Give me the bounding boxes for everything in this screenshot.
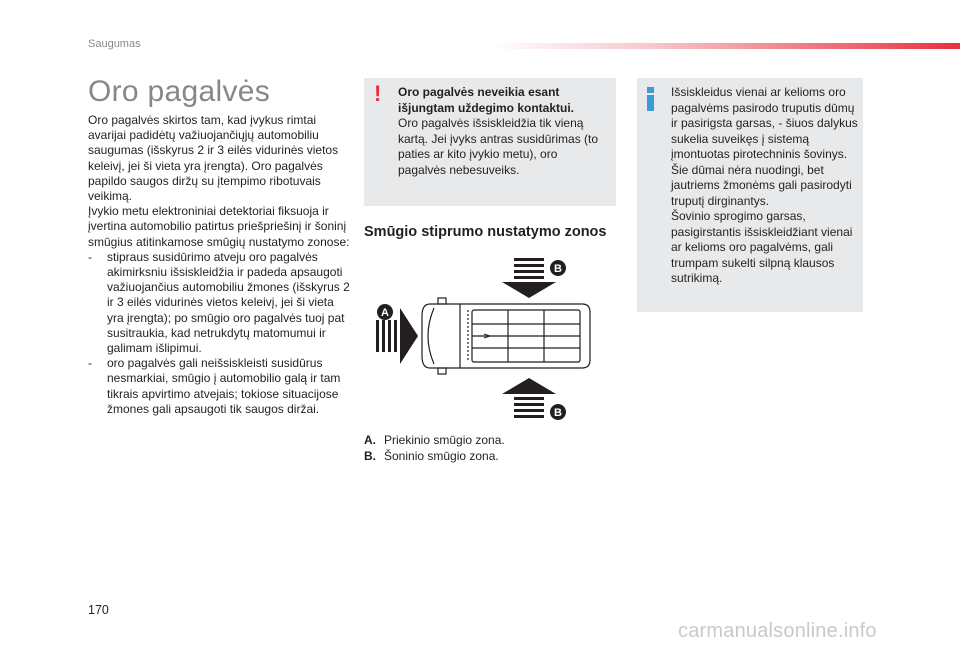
bullet-text: oro pagalvės gali neišsiskleisti susidūrus nesmarkiai, smūgio į automobilio galą ir tam tikrais apvirtimo atvejais; tokiose situacijose žmones gali apsaugoti tik saugos diržai. (107, 356, 341, 416)
warning-text (398, 85, 608, 178)
intro-paragraph-1: Oro pagalvės skirtos tam, kad įvykus rimtai avarijai padidėtų važiuojančiųjų automobiliu saugumas (išskyrus 2 ir 3 eilės vidurinės vietos keleivį, jei ši vieta yra įrengta). Oro pagalvės papildo saugos diržų su įtempimo ribotuvais veikimą. (88, 113, 339, 204)
intro-paragraph-2: Įvykio metu elektroniniai detektoriai fiksuoja ir įvertina automobilio patirtus priešpriešinį ir šoninį smūgius atitinkamose smūgių nustatymo zonose: (88, 204, 350, 249)
impact-zones-heading: Smūgio stiprumo nustatymo zonos (364, 224, 607, 240)
warning-bold-text: Oro pagalvės neveikia esant išjungtam uždegimo kontaktui. (398, 85, 575, 115)
side-impact-arrow-bottom-icon (502, 378, 556, 418)
header-accent-bar (490, 43, 960, 49)
label-b-top-badge (550, 260, 566, 276)
watermark: carmanualsonline.info (678, 620, 877, 642)
info-box (637, 78, 863, 312)
info-icon (646, 87, 655, 111)
diagram-legend (364, 432, 505, 464)
info-line: Šovinio sprogimo garsas, pasigirstantis išsiskleidžiant vienai ar kelioms oro pagalvėms, gali trumpam sukelti silpną klausos sutrikimą. (671, 209, 853, 285)
page-number: 170 (88, 603, 109, 617)
info-line: Išsiskleidus vienai ar kelioms oro pagalvėms pasirodo truputis dūmų ir pasirigsta garsas, - šiuos dalykus sukelia suveikęs į sistemą įmontuotas pirotechninis šovinys. (671, 85, 858, 161)
bullet-dash: - (88, 249, 92, 264)
legend-key: B. (364, 449, 376, 463)
impact-zones-diagram (368, 252, 598, 422)
legend-key: A. (364, 433, 376, 447)
info-text (671, 85, 861, 287)
legend-text: Šoninio smūgio zona. (384, 449, 499, 463)
side-impact-arrow-top-icon (502, 258, 556, 298)
bullet-dash: - (88, 356, 92, 371)
label-a-text: A (381, 307, 389, 319)
section-label: Saugumas (88, 38, 141, 50)
bullet-text: stipraus susidūrimo atveju oro pagalvės akimirksniu išsiskleidžia ir padeda apsaugoti važiuojančius automobiliu žmones (išskyrus 2 ir 3 eilės vidurinės vietos keleivį, jei ši vieta yra įrengta); po smūgio oro pagalvės tuoj pat susitraukia, kad netrukdytų matomumui ir galimam išlipimui. (107, 249, 350, 356)
legend-row (364, 432, 505, 448)
warning-box (364, 78, 616, 206)
list-item (88, 356, 350, 417)
info-line: Šie dūmai nėra nuodingi, bet jautriems žmonėms gali pasirodyti truputį dirginantys. (671, 162, 852, 208)
label-b-bottom-badge (550, 404, 566, 420)
van-top-view (422, 298, 590, 374)
label-a-badge (377, 304, 393, 320)
label-b-top-text: B (554, 263, 562, 275)
intro-bullet-list (88, 250, 350, 417)
intro-column (88, 113, 350, 417)
page-title: Oro pagalvės (88, 75, 271, 108)
warning-exclamation-icon: ! (374, 81, 382, 106)
list-item (88, 250, 350, 356)
warning-body-text: Oro pagalvės išsiskleidžia tik vieną kartą. Jei įvyks antras susidūrimas (to paties ar kito įvykio metu), oro pagalvės nebesuveiks. (398, 116, 599, 177)
legend-text: Priekinio smūgio zona. (384, 433, 505, 447)
label-b-bottom-text: B (554, 407, 562, 419)
legend-row (364, 448, 505, 464)
